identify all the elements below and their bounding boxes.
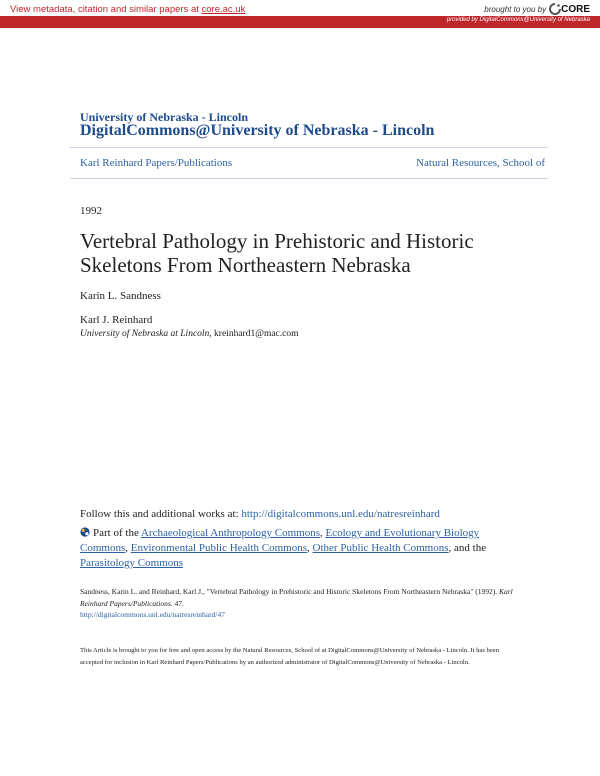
commons-link-ecology-evolutionary-biology[interactable]: Ecology and Evolutionary Biology Commons	[80, 527, 480, 554]
network-commons-icon	[80, 527, 90, 537]
core-link-prefix: View metadata, citation and similar papers at	[10, 4, 202, 15]
part-of-separator-1: ,	[320, 527, 326, 539]
core-metadata-link[interactable]	[10, 4, 245, 15]
recommended-citation	[80, 586, 520, 621]
provided-by-text: provided by DigitalCommons@University of Nebraska	[446, 17, 590, 23]
header-divider-bottom	[70, 178, 548, 179]
affiliation-institution: University of Nebraska at Lincoln	[80, 329, 210, 339]
part-of-section	[80, 526, 520, 571]
part-of-separator-3: ,	[307, 542, 313, 554]
core-logo[interactable]	[549, 3, 590, 15]
commons-link-other-public-health[interactable]: Other Public Health Commons	[312, 542, 449, 554]
paper-title	[80, 229, 550, 277]
affiliation-email: , kreinhard1@mac.com	[209, 329, 299, 339]
header-divider-top	[70, 147, 548, 148]
citation-number: . 47.	[170, 598, 184, 608]
access-notice: This Article is brought to you for free and open access by the Natural Resources, School of at DigitalCommons@University of Nebraska - Lincoln. It has been accepted for inclusion in Karl Reinhard Papers/Publications by an authorized administrator of DigitalCommons@University of Nebraska - Lincoln.	[80, 647, 499, 666]
part-of-separator-2: ,	[125, 542, 131, 554]
part-of-prefix: Part of the	[93, 527, 141, 539]
follow-line	[80, 508, 440, 520]
core-link-anchor[interactable]: core.ac.uk	[201, 4, 246, 15]
author-1: Karin L. Sandness	[80, 290, 161, 302]
citation-text: Sandness, Karin L. and Reinhard, Karl J., "Vertebral Pathology in Prehistoric and Historic Skeletons From Northeastern Nebraska" (1992).	[80, 587, 499, 596]
department-link[interactable]: Natural Resources, School of	[416, 157, 545, 169]
citation-series: Karl Reinhard Papers/Publications	[80, 587, 513, 608]
institution-name[interactable]: University of Nebraska - Lincoln	[80, 110, 248, 124]
part-of-and-the: , and the	[448, 542, 487, 554]
publication-year: 1992	[80, 205, 102, 217]
repository-name[interactable]: DigitalCommons@University of Nebraska - Lincoln	[80, 122, 435, 139]
author-2: Karl J. Reinhard	[80, 314, 153, 326]
brought-by-text: brought to you by	[484, 4, 547, 14]
author-2-affiliation	[80, 329, 299, 339]
follow-prefix: Follow this and additional works at:	[80, 508, 242, 520]
core-logo-text: CORE	[561, 3, 590, 15]
paper-title-line-1: Vertebral Pathology in Prehistoric and Historic	[80, 229, 474, 253]
core-logo-icon	[549, 3, 561, 15]
commons-link-parasitology[interactable]: Parasitology Commons	[80, 557, 183, 569]
follow-url-link[interactable]: http://digitalcommons.unl.edu/natresreinhard	[241, 508, 440, 520]
core-banner	[0, 0, 600, 30]
collection-link[interactable]: Karl Reinhard Papers/Publications	[80, 157, 233, 169]
paper-title-line-2: Skeletons From Northeastern Nebraska	[80, 253, 411, 277]
citation-url-link[interactable]: http://digitalcommons.unl.edu/natresreinhard/47	[80, 610, 225, 619]
commons-link-archaeological-anthropology[interactable]: Archaeological Anthropology Commons	[140, 527, 320, 539]
core-brand[interactable]	[484, 3, 590, 15]
commons-link-environmental-public-health[interactable]: Environmental Public Health Commons	[130, 542, 308, 554]
